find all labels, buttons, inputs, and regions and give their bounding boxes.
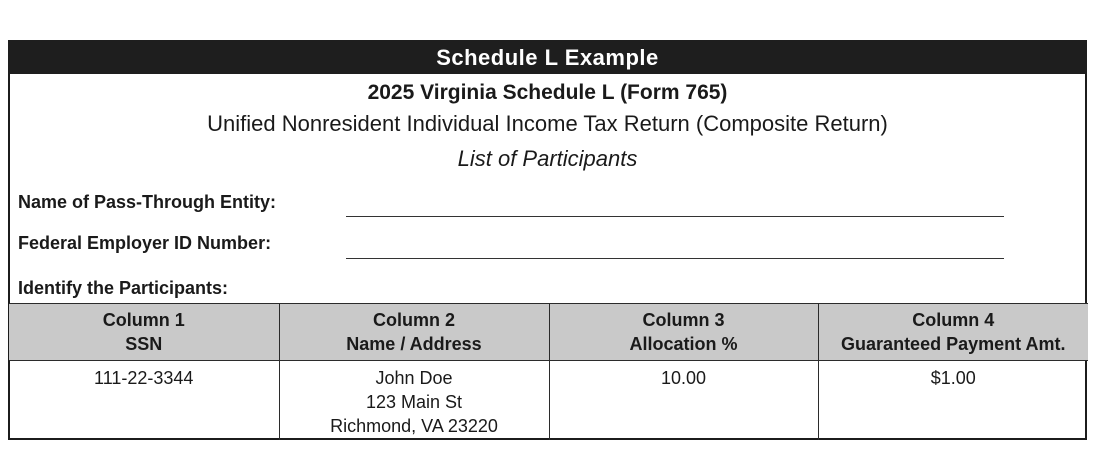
fein-label: Federal Employer ID Number: <box>18 233 272 253</box>
participants-table <box>9 303 1088 440</box>
participant-city-state-zip: Richmond, VA 23220 <box>330 416 498 436</box>
table-header-row <box>9 304 1088 361</box>
banner-title: Schedule L Example <box>8 40 1087 74</box>
entity-name-line <box>346 216 1004 217</box>
column-header-number: Column 4 <box>912 310 995 330</box>
cell-guaranteed-payment: $1.00 <box>818 361 1088 441</box>
schedule-l-form <box>8 40 1087 440</box>
cell-allocation: 10.00 <box>549 361 818 441</box>
fein-line <box>346 258 1004 259</box>
identify-participants-label: Identify the Participants: <box>18 278 229 298</box>
participant-name: John Doe <box>375 368 453 388</box>
column-header-title: Allocation % <box>629 334 738 354</box>
table-row <box>9 361 1088 441</box>
list-title: List of Participants <box>457 146 638 171</box>
form-title: 2025 Virginia Schedule L (Form 765) <box>367 81 728 104</box>
column-header-title: SSN <box>125 334 163 354</box>
cell-name-address <box>279 361 549 441</box>
column-header-number: Column 3 <box>642 310 725 330</box>
form-subtitle: Unified Nonresident Individual Income Tax Return (Composite Return) <box>207 111 888 136</box>
column-header-title: Guaranteed Payment Amt. <box>841 334 1066 354</box>
column-header-number: Column 2 <box>372 310 455 330</box>
column-header-guaranteed-payment <box>818 304 1088 361</box>
cell-ssn: 111-22-3344 <box>94 368 194 388</box>
entity-name-label: Name of Pass-Through Entity: <box>18 192 277 212</box>
column-header-number: Column 1 <box>102 310 185 330</box>
column-header-allocation <box>549 304 818 361</box>
column-header-ssn <box>9 304 279 361</box>
column-header-name-address <box>279 304 549 361</box>
participant-street: 123 Main St <box>365 392 463 412</box>
column-header-title: Name / Address <box>346 334 482 354</box>
